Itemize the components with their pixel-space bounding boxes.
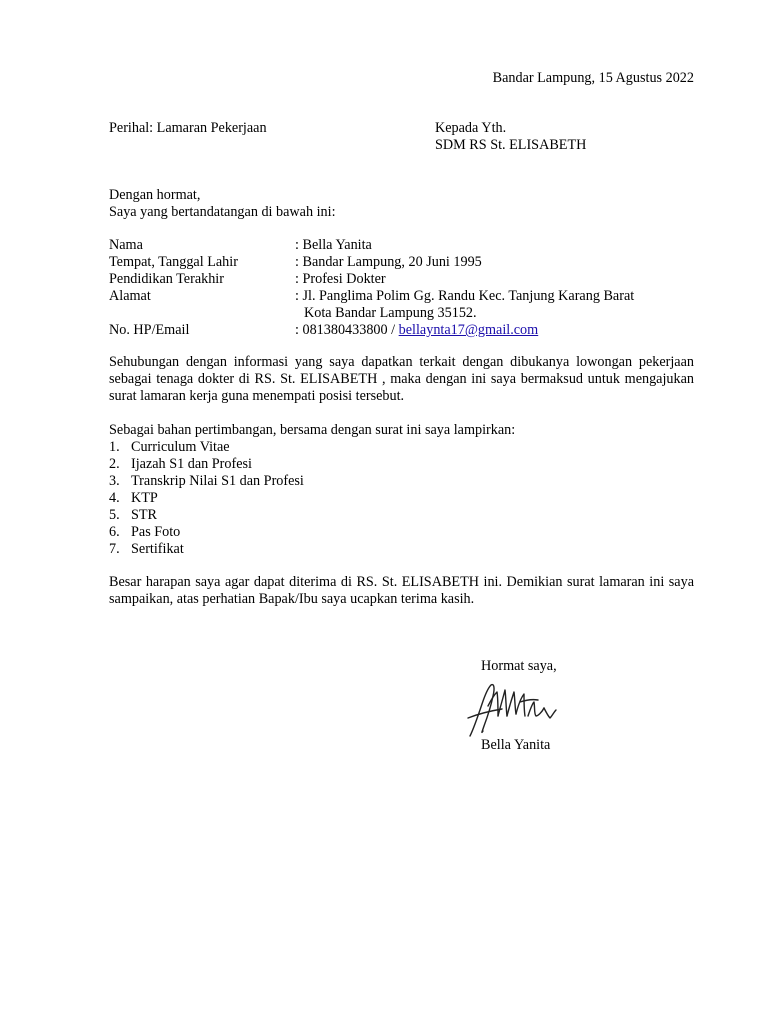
recipient-line-1: Kepada Yth.: [435, 120, 507, 136]
education-value: : Profesi Dokter: [295, 271, 386, 287]
body-paragraph-2: Besar harapan saya agar dapat diterima di RS. St. ELISABETH ini. Demikian surat lamaran ini saya sampaikan, atas perhatian Bapak/Ibu saya ucapkan terima kasih.: [109, 574, 694, 607]
greeting: Dengan hormat,: [109, 187, 201, 203]
email-link[interactable]: bellaynta17@gmail.com: [398, 322, 539, 338]
contact-label: No. HP/Email: [109, 322, 190, 338]
recipient-block: [435, 120, 586, 154]
list-number: 5.: [109, 507, 120, 523]
closing-salutation: Hormat saya,: [481, 658, 557, 674]
list-text: Transkrip Nilai S1 dan Profesi: [131, 473, 304, 489]
greeting-block: [109, 187, 336, 221]
phone-value: : 081380433800 /: [295, 322, 399, 338]
list-text: Curriculum Vitae: [131, 439, 230, 455]
list-number: 3.: [109, 473, 120, 489]
address-line-2: Kota Bandar Lampung 35152.: [304, 305, 477, 321]
signer-name: Bella Yanita: [481, 737, 551, 753]
list-number: 2.: [109, 456, 120, 472]
signature-icon: [464, 676, 564, 740]
intro-line: Saya yang bertandatangan di bawah ini:: [109, 204, 336, 220]
list-number: 6.: [109, 524, 120, 540]
name-label: Nama: [109, 237, 143, 253]
body-paragraph-1: Sehubungan dengan informasi yang saya dapatkan terkait dengan dibukanya lowongan pekerjaan sebagai tenaga dokter di RS. St. ELISABETH , maka dengan ini saya bermaksud untuk mengajukan surat lamaran kerja guna menempati posisi tersebut.: [109, 354, 694, 404]
list-number: 4.: [109, 490, 120, 506]
birth-value: : Bandar Lampung, 20 Juni 1995: [295, 254, 482, 270]
contact-value: [295, 322, 538, 339]
name-value: : Bella Yanita: [295, 237, 372, 253]
list-number: 1.: [109, 439, 120, 455]
list-text: Ijazah S1 dan Profesi: [131, 456, 252, 472]
list-text: Sertifikat: [131, 541, 184, 557]
list-text: Pas Foto: [131, 524, 181, 540]
list-number: 7.: [109, 541, 120, 557]
subject-line: Perihal: Lamaran Pekerjaan: [109, 120, 267, 136]
education-label: Pendidikan Terakhir: [109, 271, 224, 287]
address-label: Alamat: [109, 288, 151, 304]
list-text: KTP: [131, 490, 158, 506]
place-date: Bandar Lampung, 15 Agustus 2022: [492, 70, 694, 86]
address-line-1: : Jl. Panglima Polim Gg. Randu Kec. Tanjung Karang Barat: [295, 288, 635, 304]
recipient-line-2: SDM RS St. ELISABETH: [435, 137, 587, 153]
attachments-intro: Sebagai bahan pertimbangan, bersama dengan surat ini saya lampirkan:: [109, 422, 516, 438]
address-value: [295, 288, 634, 322]
birth-label: Tempat, Tanggal Lahir: [109, 254, 238, 270]
list-text: STR: [131, 507, 158, 523]
